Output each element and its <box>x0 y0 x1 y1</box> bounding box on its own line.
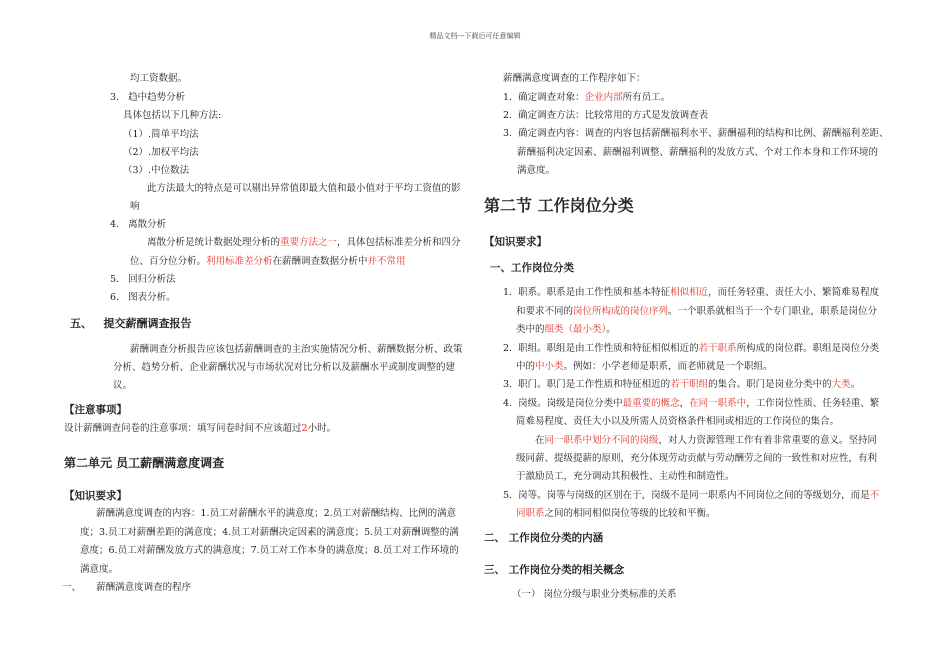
highlight-text: 2 <box>301 423 308 434</box>
heading-text: 提交薪酬调查报告 <box>103 317 192 330</box>
list-text: 确定调查方法：比较常用的方式是发放调查表 <box>518 110 709 121</box>
list-number: 5. <box>110 274 120 285</box>
text-span: ，工作岗位性质、任务轻重、繁 <box>746 398 880 409</box>
text-span: 中的 <box>516 361 536 372</box>
text-span: 小时。 <box>307 423 337 434</box>
list-item-3 <box>110 92 185 104</box>
subsection-heading-3: 三、 工作岗位分类的相关概念 <box>484 564 625 576</box>
highlight-text: 细类（最小类） <box>544 324 607 335</box>
method-item: （1）.简单平均法 <box>123 129 199 140</box>
text-span: 在薪酬调查数据分析中 <box>272 256 368 267</box>
paragraph-line: 议。 <box>113 380 133 391</box>
heading-number: 一、 <box>62 582 82 593</box>
list-item-6 <box>110 292 176 304</box>
list-number: 5. <box>503 490 513 501</box>
list-item-5 <box>503 490 879 502</box>
list-number: 3. <box>503 379 513 390</box>
list-number: 2. <box>503 110 513 121</box>
highlight-text: 并不常用 <box>367 256 406 267</box>
text-span: 所构成的岗位群。职组是岗位分类 <box>736 343 880 354</box>
list-item-2 <box>503 110 708 122</box>
list-text: 确定调查内容：调查的内容包括薪酬福利水平、薪酬福利的结构和比例、薪酬福利差距、 <box>518 128 889 139</box>
method-item: （3）.中位数法 <box>123 165 190 176</box>
list-number: 1. <box>503 287 513 298</box>
highlight-text: 岗位所构成的岗位序列 <box>573 306 669 317</box>
text-line: 薪酬福利决定因素、薪酬福利调整、薪酬福利的发放方式、个对工作本身和工作环境的 <box>517 147 879 158</box>
text-line <box>130 256 406 268</box>
list-item-2 <box>503 343 879 355</box>
text-line <box>516 306 877 318</box>
text-span: ，具体包括标准差分析和四分 <box>337 237 461 248</box>
text-span: ， <box>679 398 690 409</box>
paragraph-line: 分析、趋势分析、企业薪酬状况与市场状况对比分析以及薪酬水平或制度调整的建 <box>113 362 456 373</box>
list-number: 2. <box>503 343 513 354</box>
subsection-heading-1: 一、工作岗位分类 <box>490 262 574 274</box>
paragraph-line: 意度；6.员工对薪酬发放方式的满意度；7.员工对工作本身的满意度；8.员工对工作环境的 <box>80 545 459 556</box>
text-line: 薪酬满意度调查的工作程序如下： <box>503 73 646 84</box>
list-item-4 <box>110 219 166 231</box>
subsection-heading <box>62 582 191 594</box>
text-span: 岗等。岗等与岗级的区别在于，岗级不是同一职系内不同岗位之间的等级划分，而是 <box>518 490 870 501</box>
highlight-text: 若干职组 <box>670 379 709 390</box>
list-item-5 <box>110 274 176 286</box>
text-line: 于激励员工，充分调动其积极性、主动性和制造性。 <box>516 471 735 482</box>
text-line <box>516 361 773 373</box>
text-line: 均工资数据。 <box>130 73 188 84</box>
subsection-item: （一） 岗位分级与职业分类标准的关系 <box>512 589 677 600</box>
unit-heading: 第二单元 员工薪酬满意度调查 <box>64 456 225 470</box>
highlight-text: 大类 <box>831 379 851 390</box>
text-line: 简难易程度、责任大小以及所需人员资格条件相同或相近的工作岗位的集合。 <box>516 416 840 427</box>
highlight-text: 同职系 <box>516 508 545 519</box>
highlight-text: 不 <box>869 490 880 501</box>
paragraph-line: 满意度。 <box>80 564 119 575</box>
list-number: 3. <box>503 128 513 139</box>
paragraph-line: 薪酬满意度调查的内容：1.员工对薪酬水平的满意度；2.员工对薪酬结构、比例的满意 <box>96 508 457 519</box>
highlight-text: 企业内部 <box>584 92 623 103</box>
text-span: 确定调查对象： <box>518 92 585 103</box>
text-span: 。 <box>850 379 861 390</box>
text-span: 位、百分位分析。 <box>130 256 207 267</box>
text-line: 级同薪、提级提薪的原则，充分体现劳动贡献与劳动酬劳之间的一致性和对应性，有利 <box>516 453 878 464</box>
text-span: 和要求不同的 <box>516 306 574 317</box>
highlight-text: 重要方法之一 <box>280 237 338 248</box>
text-span: 设计薪酬调查问卷的注意事项：填写问卷时间不应该超过 <box>64 423 302 434</box>
highlight-text: 在同一职系中 <box>689 398 747 409</box>
list-item-1 <box>503 287 879 299</box>
highlight-text: 中小类 <box>535 361 564 372</box>
highlight-text: 若干职系 <box>698 343 737 354</box>
list-text: 回归分析法 <box>128 274 176 285</box>
list-number: 1. <box>503 92 513 103</box>
highlight-text: 利用标准差分析 <box>206 256 273 267</box>
list-text: 趋中趋势分析 <box>128 92 186 103</box>
text-span: 在 <box>535 435 545 446</box>
list-number: 4. <box>110 219 120 230</box>
paragraph-line: 薪酬调查分析报告应该包括薪酬调查的主治实施情况分析、薪酬数据分析、政策 <box>130 344 463 355</box>
text-span: 所有员工。 <box>622 92 671 103</box>
text-line: 满意度。 <box>517 165 556 176</box>
list-item-1 <box>503 92 670 104</box>
text-span: 之间的相同相似岗位等级的比较和平衡。 <box>544 508 716 519</box>
text-line: 响 <box>130 201 140 212</box>
highlight-text: 最重要的概念 <box>622 398 680 409</box>
knowledge-heading: 【知识要求】 <box>64 490 127 502</box>
text-span: 。一个职系就相当于一个专门职业，职系是岗位分 <box>668 306 878 317</box>
list-number: 6. <box>110 292 120 303</box>
text-span: 职组。职组是由工作性质和特征相似相近的 <box>518 343 699 354</box>
highlight-text: 相似相近 <box>670 287 709 298</box>
list-item-4 <box>503 398 879 410</box>
text-line: 此方法最大的特点是可以剔出异常值即最大值和最小值对于平均工资值的影 <box>147 183 461 194</box>
text-span: 。例如：小学老师是职系，而老师就是一个职组。 <box>563 361 773 372</box>
highlight-text: 同一职系中划分不同的岗级 <box>544 435 659 446</box>
text-span: 。 <box>606 324 616 335</box>
notice-text <box>64 423 336 435</box>
subsection-heading-2: 二、 工作岗位分类的内涵 <box>484 532 604 544</box>
text-span: 类中的 <box>516 324 545 335</box>
knowledge-heading: 【知识要求】 <box>484 236 547 248</box>
paragraph-line: 度；3.员工对薪酬差距的满意度；4.员工对薪酬决定因素的满意度；5.员工对薪酬调整的满 <box>80 527 459 538</box>
text-span: 职系。职系是由工作性质和基本特征 <box>518 287 671 298</box>
text-line <box>535 435 877 447</box>
list-number: 4. <box>503 398 513 409</box>
list-item-3 <box>503 379 860 391</box>
text-span: 的集合。职门是岗业分类中的 <box>708 379 832 390</box>
list-text: 离散分析 <box>128 219 167 230</box>
text-span: 岗级。岗级是岗位分类中 <box>518 398 623 409</box>
heading-number: 五、 <box>70 317 92 330</box>
text-span: ，对人力资源管理工作有着非常重要的意义。坚持同 <box>658 435 878 446</box>
heading-text: 薪酬满意度调查的程序 <box>96 582 192 593</box>
list-item-3 <box>503 128 889 140</box>
list-text: 图表分析。 <box>128 292 176 303</box>
text-line <box>516 324 616 336</box>
notice-heading: 【注意事项】 <box>64 404 127 416</box>
text-span: 职门。职门是工作性质和特征相近的 <box>518 379 671 390</box>
text-line <box>516 508 716 520</box>
text-line <box>147 237 461 249</box>
list-number: 3. <box>110 92 120 103</box>
text-span: 离散分析是统计数据处理分析的 <box>147 237 281 248</box>
text-span: ，而任务轻重、责任大小、繁简难易程度 <box>708 287 880 298</box>
method-item: （2）.加权平均法 <box>123 147 199 158</box>
header-note: 精品文档---下载后可任意编辑 <box>429 32 521 40</box>
text-line: 具体包括以下几种方法: <box>123 110 222 121</box>
section-title: 第二节 工作岗位分类 <box>484 196 634 215</box>
section-heading-5 <box>70 317 192 331</box>
